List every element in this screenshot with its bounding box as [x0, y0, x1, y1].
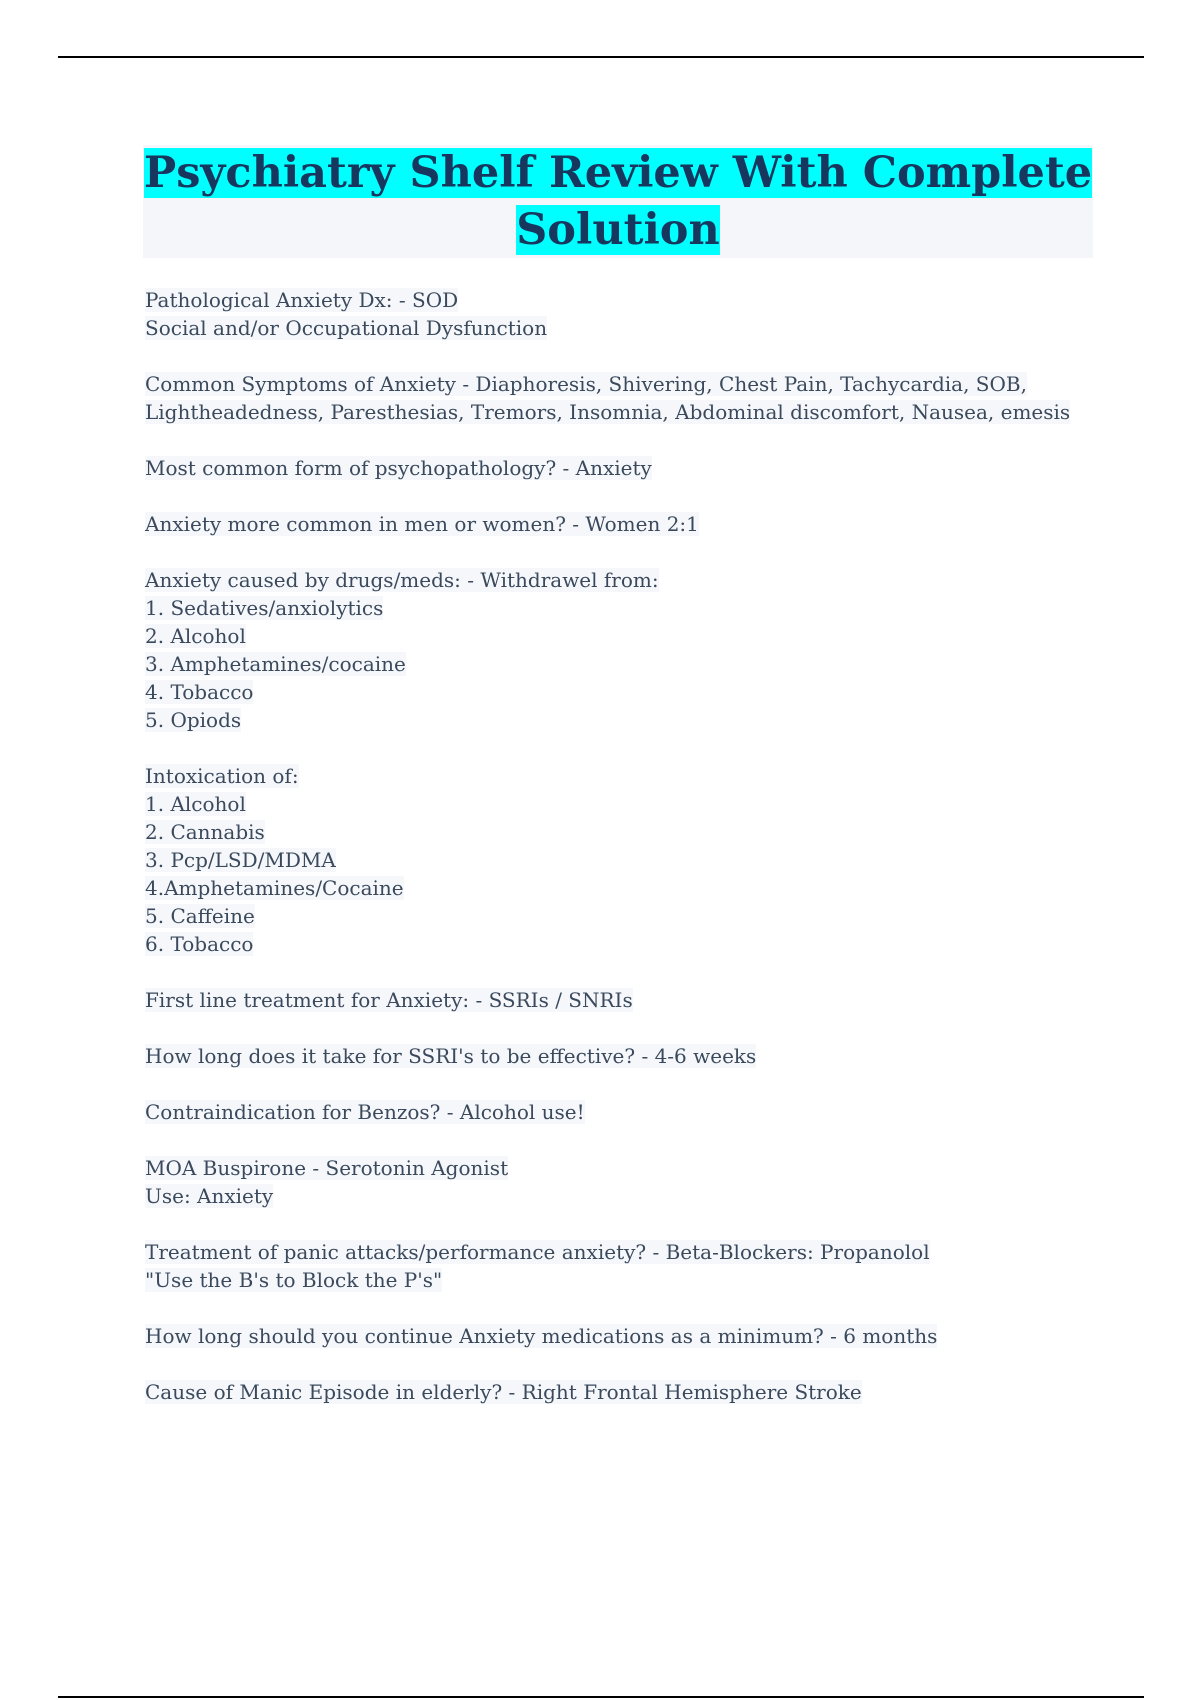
qa-line	[145, 790, 1095, 818]
qa-line	[145, 1378, 1095, 1406]
qa-item	[145, 370, 1095, 426]
qa-line	[145, 566, 1095, 594]
qa-line	[145, 622, 1095, 650]
qa-line-text: How long does it take for SSRI's to be effective? - 4-6 weeks	[145, 1044, 757, 1068]
qa-line	[145, 314, 1095, 342]
qa-item	[145, 986, 1095, 1014]
qa-line	[145, 286, 1095, 314]
qa-line-text: 3. Pcp/LSD/MDMA	[145, 848, 336, 872]
qa-line	[145, 370, 1095, 398]
qa-item	[145, 510, 1095, 538]
qa-item	[145, 1098, 1095, 1126]
qa-line-text: Use: Anxiety	[145, 1184, 274, 1208]
qa-item	[145, 762, 1095, 958]
qa-line-text: 4. Tobacco	[145, 680, 254, 704]
qa-line	[145, 454, 1095, 482]
qa-line	[145, 706, 1095, 734]
qa-content	[145, 286, 1095, 1434]
qa-line-text: 4.Amphetamines/Cocaine	[145, 876, 404, 900]
qa-line	[145, 678, 1095, 706]
qa-line-text: First line treatment for Anxiety: - SSRIs / SNRIs	[145, 988, 633, 1012]
qa-line-text: How long should you continue Anxiety medications as a minimum? - 6 months	[145, 1324, 938, 1348]
qa-line-text: Most common form of psychopathology? - Anxiety	[145, 456, 652, 480]
qa-line	[145, 930, 1095, 958]
qa-line	[145, 986, 1095, 1014]
qa-line	[145, 1098, 1095, 1126]
qa-line	[145, 650, 1095, 678]
qa-line-text: 2. Alcohol	[145, 624, 246, 648]
qa-line-text: Anxiety more common in men or women? - Women 2:1	[145, 512, 699, 536]
bottom-rule	[58, 1696, 1144, 1698]
qa-line	[145, 594, 1095, 622]
qa-line	[145, 1266, 1095, 1294]
qa-line-text: Intoxication of:	[145, 764, 299, 788]
title-line-1: Psychiatry Shelf Review With Complete	[143, 148, 1093, 198]
qa-item	[145, 1154, 1095, 1210]
qa-line-text: 5. Opiods	[145, 708, 242, 732]
qa-line-text: 1. Sedatives/anxiolytics	[145, 596, 384, 620]
qa-line-text: 1. Alcohol	[145, 792, 246, 816]
qa-line-text: Cause of Manic Episode in elderly? - Right Frontal Hemisphere Stroke	[145, 1380, 862, 1404]
qa-line-text: 2. Cannabis	[145, 820, 265, 844]
top-rule	[58, 56, 1144, 58]
title-line-2: Solution	[516, 205, 720, 255]
qa-line	[145, 846, 1095, 874]
title-box	[143, 145, 1093, 258]
qa-line	[145, 398, 1095, 426]
qa-line	[145, 1042, 1095, 1070]
qa-item	[145, 286, 1095, 342]
qa-line	[145, 510, 1095, 538]
qa-line-text: 3. Amphetamines/cocaine	[145, 652, 406, 676]
qa-item	[145, 1378, 1095, 1406]
qa-item	[145, 1042, 1095, 1070]
qa-line-text: 6. Tobacco	[145, 932, 254, 956]
qa-line	[145, 1154, 1095, 1182]
page-title	[143, 145, 1093, 259]
qa-line-text: Contraindication for Benzos? - Alcohol use!	[145, 1100, 585, 1124]
qa-line-text: Treatment of panic attacks/performance anxiety? - Beta-Blockers: Propanolol	[145, 1240, 930, 1264]
qa-line-text: Pathological Anxiety Dx: - SOD	[145, 288, 459, 312]
qa-line	[145, 818, 1095, 846]
qa-line	[145, 1182, 1095, 1210]
qa-item	[145, 1322, 1095, 1350]
qa-line-text: 5. Caffeine	[145, 904, 255, 928]
qa-line	[145, 902, 1095, 930]
qa-item	[145, 454, 1095, 482]
qa-line	[145, 1322, 1095, 1350]
qa-line-text: Anxiety caused by drugs/meds: - Withdrawel from:	[145, 568, 659, 592]
qa-line-text: Social and/or Occupational Dysfunction	[145, 316, 548, 340]
qa-line	[145, 874, 1095, 902]
qa-line-text: Common Symptoms of Anxiety - Diaphoresis, Shivering, Chest Pain, Tachycardia, SOB,	[145, 372, 1027, 396]
qa-line-text: Lightheadedness, Paresthesias, Tremors, Insomnia, Abdominal discomfort, Nausea, emesis	[145, 400, 1071, 424]
qa-item	[145, 566, 1095, 734]
qa-item	[145, 1238, 1095, 1294]
qa-line	[145, 1238, 1095, 1266]
qa-line	[145, 762, 1095, 790]
qa-line-text: "Use the B's to Block the P's"	[145, 1268, 443, 1292]
qa-line-text: MOA Buspirone - Serotonin Agonist	[145, 1156, 509, 1180]
